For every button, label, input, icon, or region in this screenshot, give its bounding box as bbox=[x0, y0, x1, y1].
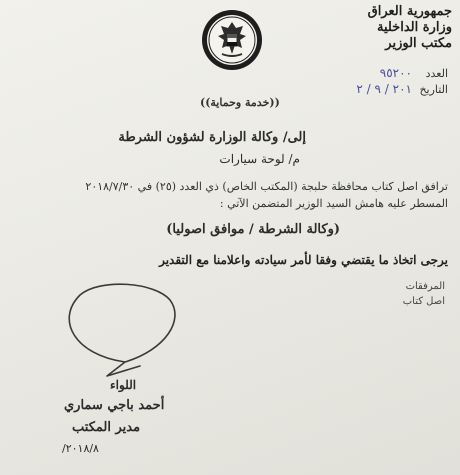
header-country: جمهورية العراق bbox=[367, 4, 452, 19]
iraq-eagle-emblem-icon bbox=[200, 8, 264, 72]
addressee-line: إلى/ وكالة الوزارة لشؤون الشرطة bbox=[118, 130, 306, 145]
attachments-item: اصل كتاب bbox=[402, 296, 445, 307]
header-office: مكتب الوزير bbox=[385, 36, 452, 51]
request-line: يرجى اتخاذ ما يقتضي وفقا لأمر سيادته واعلامنا مع التقدير bbox=[159, 253, 448, 267]
header-ministry: وزارة الداخلية bbox=[376, 20, 452, 35]
reference-number-value: ٩٥٢٠٠ bbox=[379, 66, 412, 80]
handwritten-signature bbox=[45, 280, 205, 390]
signatory-name: أحمد باجي سماري bbox=[64, 398, 165, 413]
reference-date-label: التاريخ bbox=[419, 83, 448, 96]
attachments-label: المرفقات bbox=[405, 281, 445, 292]
reference-date-value: ٢٠١ / ٩ / ٢ bbox=[356, 82, 412, 96]
body-paragraph-line-1: ترافق اصل كتاب محافظة حلبجة (المكتب الخاص) ذي العدد (٢٥) في ٢٠١٨/٧/٣٠ bbox=[85, 180, 448, 193]
signatory-title: مدير المكتب bbox=[72, 420, 141, 435]
minister-decision: (وكالة الشرطة / موافق اصوليا) bbox=[166, 222, 340, 237]
reference-number-label: العدد bbox=[425, 67, 448, 80]
body-paragraph-line-2: المسطر عليه هامش السيد الوزير المتضمن الآتي : bbox=[219, 197, 448, 210]
signatory-rank: اللواء bbox=[110, 378, 137, 392]
signature-date: ٢٠١٨/٨/ bbox=[62, 442, 99, 455]
motto: ((خدمة وحماية)) bbox=[200, 96, 280, 109]
subject-line: م/ لوحة سيارات bbox=[219, 152, 300, 166]
